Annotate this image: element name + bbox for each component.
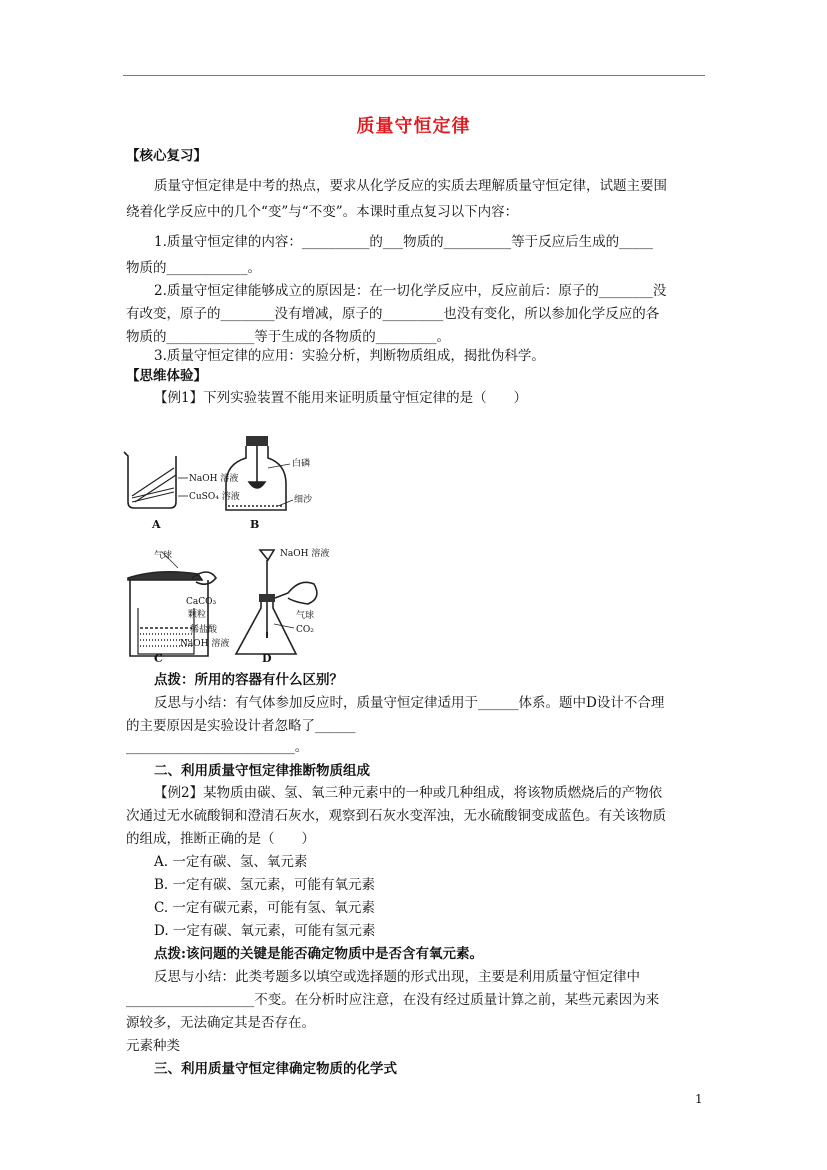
label-balloon-c: 气球 bbox=[154, 551, 173, 561]
label-naoh-a: NaOH 溶液 bbox=[189, 474, 239, 484]
hint1-line: 点拨：所用的容器有什么区别？ bbox=[154, 672, 343, 688]
page-title: 质量守恒定律 bbox=[356, 116, 471, 137]
example2-line-3: 的组成，推断正确的是（ ） bbox=[126, 831, 315, 847]
header-rule bbox=[123, 75, 705, 76]
label-naoh-d: NaOH 溶液 bbox=[280, 549, 330, 559]
option-b: B. 一定有碳、氢元素，可能有氧元素 bbox=[154, 877, 376, 893]
reflect1-line-3: _________________________。 bbox=[126, 739, 309, 755]
example2-line-2: 次通过无水硫酸铜和澄清石灰水，观察到石灰水变浑浊，无水硫酸铜变成蓝色。有关该物质 bbox=[126, 808, 666, 824]
label-naoh-c: NaOH 溶液 bbox=[180, 639, 230, 649]
item3-line: 3.质量守恒定律的应用：实验分析，判断物质组成，揭批伪科学。 bbox=[154, 348, 545, 364]
label-particles: 颗粒 bbox=[188, 610, 207, 620]
option-c: C. 一定有碳元素，可能有氢、氧元素 bbox=[154, 900, 375, 916]
label-caco3: CaCO₃ bbox=[186, 597, 217, 607]
label-dilute-hcl: 稀盐酸 bbox=[190, 625, 218, 635]
label-a: A bbox=[152, 518, 161, 531]
example1-question: 【例1】下列实验装置不能用来证明质量守恒定律的是（ ） bbox=[154, 390, 528, 406]
label-co2: CO₂ bbox=[296, 625, 314, 635]
item1-line-2: 物质的____________。 bbox=[126, 260, 261, 276]
section-heading-core-review: 【核心复习】 bbox=[126, 148, 207, 164]
label-cuso4: CuSO₄ 溶液 bbox=[189, 492, 240, 502]
reflect1-line-1: 反思与小结：有气体参加反应时，质量守恒定律适用于______体系。题中D设计不合理 bbox=[154, 695, 665, 711]
item2-line-2: 有改变，原子的________没有增减，原子的_________也没有变化，所以参加化学反应的各 bbox=[126, 306, 660, 322]
option-d: D. 一定有碳、氧元素，可能有氢元素 bbox=[154, 923, 376, 939]
label-sand: 细沙 bbox=[294, 495, 313, 505]
item2-line-1: 2.质量守恒定律能够成立的原因是：在一切化学反应中，反应前后：原子的________没 bbox=[154, 283, 667, 299]
section3-heading: 三、利用质量守恒定律确定物质的化学式 bbox=[154, 1061, 397, 1077]
item1-line-1: 1.质量守恒定律的内容：__________的___物质的__________等于反应后生成的_____ bbox=[154, 234, 653, 250]
label-d: D bbox=[262, 652, 272, 665]
intro-line-2: 绕着化学反应中的几个“变”与“不变”。本课时重点复习以下内容： bbox=[126, 204, 519, 220]
section-heading-thinking: 【思维体验】 bbox=[126, 368, 207, 384]
option-a: A. 一定有碳、氢、氧元素 bbox=[154, 854, 308, 870]
section2-heading: 二、利用质量守恒定律推断物质组成 bbox=[154, 763, 370, 779]
label-c: C bbox=[154, 652, 163, 665]
apparatus-figure bbox=[118, 428, 378, 672]
reflect2-line-2: ___________________不变。在分析时应注意，在没有经过质量计算之前，某些元素因为来 bbox=[126, 992, 660, 1008]
reflect2-line-3: 源较多，无法确定其是否存在。 bbox=[126, 1015, 315, 1031]
label-balloon-d: 气球 bbox=[296, 611, 315, 621]
page-number: 1 bbox=[695, 1092, 703, 1106]
intro-line-1: 质量守恒定律是中考的热点，要求从化学反应的实质去理解质量守恒定律，试题主要围 bbox=[154, 178, 667, 194]
answer-note: 元素种类 bbox=[126, 1038, 180, 1054]
reflect1-line-2: 的主要原因是实验设计者忽略了______ bbox=[126, 718, 356, 734]
item2-line-3: 物质的_____________等于生成的各物质的_________。 bbox=[126, 329, 450, 345]
reflect2-line-1: 反思与小结：此类考题多以填空或选择题的形式出现，主要是利用质量守恒定律中 bbox=[154, 969, 640, 985]
label-white-phosphorus: 白磷 bbox=[292, 459, 311, 469]
label-b: B bbox=[250, 518, 260, 531]
hint2-line: 点拨:该问题的关键是能否确定物质中是否含有氧元素。 bbox=[154, 946, 483, 962]
example2-line-1: 【例2】某物质由碳、氢、氧三种元素中的一种或几种组成，将该物质燃烧后的产物依 bbox=[154, 785, 663, 801]
